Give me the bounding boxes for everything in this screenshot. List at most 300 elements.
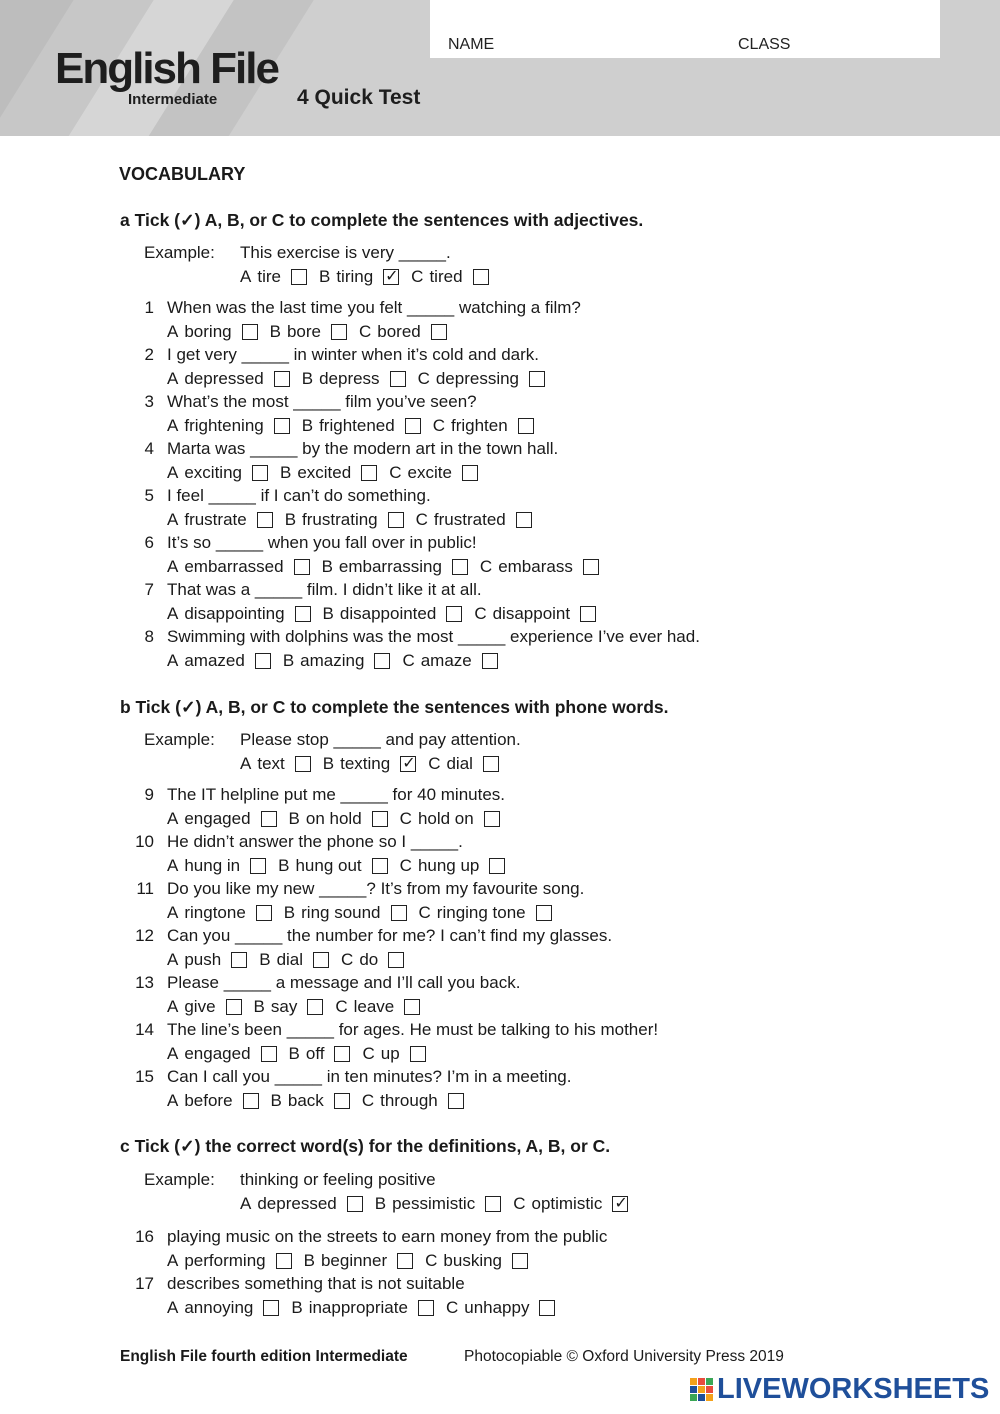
example-options [240,1194,640,1214]
question-options [167,416,546,436]
option-word: ring sound [301,903,381,922]
answer-option[interactable] [167,856,266,876]
exercise-instruction: c Tick (✓) the correct word(s) for the definitions, A, B, or C. [120,1136,611,1156]
header-band [0,0,1000,136]
answer-option[interactable] [375,1194,501,1214]
option-letter: C [425,1251,438,1270]
checked-box[interactable] [612,1196,628,1212]
question-text: When was the last time you felt _____ watching a film? [167,298,581,317]
tick-box[interactable] [334,1046,350,1062]
option-word: frighten [450,416,508,435]
question-number: 16 [135,1227,154,1246]
name-class-box [430,0,940,58]
tick-box[interactable] [347,1196,363,1212]
tick-box[interactable] [485,1196,501,1212]
tick-box[interactable] [473,269,489,285]
tick-box[interactable] [388,512,404,528]
option-word: dial [276,950,304,969]
tick-box[interactable] [261,811,277,827]
option-letter: A [167,809,179,828]
option-word: performing [184,1251,266,1270]
question-options [167,1298,567,1318]
tick-box[interactable] [307,999,323,1015]
option-letter: C [399,856,412,875]
exercise-instruction: a Tick (✓) A, B, or C to complete the sentences with adjectives. [120,210,644,230]
option-letter: C [361,1091,375,1110]
question-options [167,809,512,829]
tick-box[interactable] [483,756,499,772]
tick-box[interactable] [580,606,596,622]
tick-box[interactable] [539,1300,555,1316]
answer-option[interactable] [167,997,242,1017]
option-word: say [270,997,298,1016]
answer-option[interactable] [240,754,311,774]
option-word: through [380,1091,438,1110]
question-number: 15 [135,1067,154,1086]
brand-level: Intermediate [128,91,218,108]
answer-option[interactable] [167,651,271,671]
option-letter: B [270,1091,282,1110]
question-number: 12 [135,926,154,945]
answer-option[interactable] [283,651,391,671]
option-word: excited [297,463,352,482]
option-letter: A [240,754,252,773]
option-word: unhappy [464,1298,530,1317]
answer-option[interactable] [289,1044,351,1064]
option-word: engaged [184,1044,251,1063]
tick-box[interactable] [512,1253,528,1269]
liveworksheets-grid-icon [690,1378,713,1401]
answer-option[interactable] [362,1044,425,1064]
example-sentence: Please stop _____ and pay attention. [240,730,521,749]
answer-option[interactable] [362,1091,464,1111]
question-options [167,997,432,1017]
option-word: pessimistic [392,1194,476,1213]
question-number: 8 [144,627,154,646]
question-number: 3 [144,392,154,411]
answer-option[interactable] [302,369,406,389]
question-options [167,1044,438,1064]
option-word: exciting [184,463,242,482]
answer-option[interactable] [319,267,399,287]
section-heading: VOCABULARY [119,164,246,184]
option-word: disappointed [339,604,437,623]
question-text: playing music on the streets to earn money from the public [167,1227,608,1246]
class-label: CLASS [738,36,791,53]
answer-option[interactable] [278,856,388,876]
question-number: 6 [144,533,154,552]
tick-box[interactable] [231,952,247,968]
question-text: He didn’t answer the phone so I _____. [167,832,463,851]
tick-box[interactable] [516,512,532,528]
question-options [167,557,611,577]
tick-box[interactable] [372,858,388,874]
name-label: NAME [448,36,495,53]
option-letter: A [167,903,179,922]
tick-box[interactable] [482,653,498,669]
example-sentence: This exercise is very _____. [240,243,451,262]
option-letter: C [445,1298,459,1317]
example-options [240,267,501,287]
option-word: push [184,950,222,969]
option-letter: B [322,754,335,773]
answer-option[interactable] [419,903,552,923]
answer-option[interactable] [480,557,599,577]
question-text: Can you _____ the number for me? I can’t find my glasses. [167,926,613,945]
tick-box[interactable] [448,1093,464,1109]
question-text: Please _____ a message and I’ll call you back. [167,973,521,992]
option-word: disappointing [184,604,285,623]
brand-logo: English File [55,44,278,93]
tick-box[interactable] [536,905,552,921]
option-word: embarrassed [184,557,284,576]
question-text: The line’s been _____ for ages. He must be talking to his mother! [167,1020,659,1039]
answer-option[interactable] [167,322,258,342]
tick-box[interactable] [276,1253,292,1269]
example-label: Example: [144,1170,215,1189]
option-letter: B [269,322,281,341]
option-word: boring [184,322,232,341]
tick-box[interactable] [250,858,266,874]
tick-box[interactable] [331,324,347,340]
question-text: I get very _____ in winter when it’s cold and dark. [167,345,540,364]
tick-box[interactable] [388,952,404,968]
answer-option[interactable] [302,416,421,436]
option-word: bored [377,322,421,341]
tick-box[interactable] [313,952,329,968]
option-word: before [184,1091,233,1110]
option-word: depressing [435,369,520,388]
answer-option[interactable] [240,1194,363,1214]
tick-box[interactable] [462,465,478,481]
option-letter: B [321,557,333,576]
option-letter: A [167,997,179,1016]
tick-box[interactable] [257,512,273,528]
option-letter: C [415,510,428,529]
answer-option[interactable] [291,1298,434,1318]
option-letter: A [240,1194,252,1213]
question-text: What’s the most _____ film you’ve seen? [167,392,477,411]
tick-box[interactable] [583,559,599,575]
tick-box[interactable] [295,756,311,772]
question-text: describes something that is not suitable [167,1274,465,1293]
tick-box[interactable] [255,653,271,669]
option-word: up [380,1044,400,1063]
answer-option[interactable] [259,950,329,970]
question-number: 13 [135,973,154,992]
option-word: frustrated [433,510,506,529]
answer-option[interactable] [254,997,324,1017]
answer-option[interactable] [411,267,488,287]
answer-option[interactable] [167,809,277,829]
option-letter: A [167,1251,179,1270]
tick-box[interactable] [256,905,272,921]
tick-box[interactable] [294,559,310,575]
example-label: Example: [144,730,215,749]
question-number: 14 [135,1020,154,1039]
answer-option[interactable] [280,463,377,483]
option-letter: B [301,416,314,435]
question-text: It’s so _____ when you fall over in public! [167,533,477,552]
tick-box[interactable] [274,371,290,387]
answer-option[interactable] [416,510,532,530]
answer-option[interactable] [446,1298,556,1318]
option-letter: C [411,267,424,286]
answer-option[interactable] [428,754,499,774]
option-word: excite [407,463,452,482]
tick-box[interactable] [263,1300,279,1316]
tick-box[interactable] [489,858,505,874]
answer-option[interactable] [285,510,404,530]
answer-option[interactable] [335,997,420,1017]
question-options [167,1091,476,1111]
option-letter: A [167,651,179,670]
tick-box[interactable] [518,418,534,434]
answer-option[interactable] [167,903,272,923]
tick-box[interactable] [226,999,242,1015]
answer-option[interactable] [167,369,290,389]
option-letter: B [253,997,265,1016]
option-word: tire [257,267,281,286]
option-word: amazed [184,651,245,670]
answer-option[interactable] [270,322,347,342]
answer-option[interactable] [167,1091,259,1111]
question-options [167,510,544,530]
option-word: frustrate [184,510,247,529]
option-word: texting [340,754,391,773]
tick-box[interactable] [291,269,307,285]
option-letter: A [167,950,179,969]
option-word: tiring [336,267,374,286]
option-word: frustrating [302,510,378,529]
question-number: 5 [144,486,154,505]
option-letter: B [322,604,334,623]
tick-box[interactable] [274,418,290,434]
option-letter: A [240,267,252,286]
question-number: 1 [144,298,154,317]
option-letter: A [167,604,179,623]
answer-option[interactable] [167,463,268,483]
option-word: text [257,754,285,773]
answer-option[interactable] [359,322,447,342]
answer-option[interactable] [322,557,468,577]
option-word: hold on [417,809,474,828]
answer-option[interactable] [389,463,478,483]
option-word: depress [319,369,380,388]
question-options [167,950,416,970]
question-number: 2 [144,345,154,364]
answer-option[interactable] [167,557,310,577]
question-options [167,856,517,876]
tick-box[interactable] [446,606,462,622]
option-letter: B [282,651,295,670]
question-text: Can I call you _____ in ten minutes? I’m in a meeting. [167,1067,572,1086]
option-letter: A [167,1298,179,1317]
option-word: inappropriate [308,1298,408,1317]
option-word: bore [286,322,321,341]
answer-option[interactable] [425,1251,528,1271]
option-letter: A [167,1044,179,1063]
option-word: engaged [184,809,251,828]
option-word: hung up [417,856,480,875]
liveworksheets-logo [690,1373,989,1406]
question-options [167,463,490,483]
tick-box[interactable] [252,465,268,481]
tick-box[interactable] [243,1093,259,1109]
tick-box[interactable] [431,324,447,340]
option-word: off [305,1044,325,1063]
option-word: optimistic [531,1194,603,1213]
option-word: embarass [498,557,573,576]
option-letter: B [291,1298,303,1317]
tick-box[interactable] [261,1046,277,1062]
question-number: 11 [136,879,154,898]
option-letter: C [513,1194,526,1213]
tick-box[interactable] [484,811,500,827]
answer-option[interactable] [240,267,307,287]
question-options [167,369,557,389]
answer-option[interactable] [402,651,497,671]
answer-option[interactable] [323,754,416,774]
option-letter: A [167,1091,179,1110]
option-word: depressed [257,1194,337,1213]
option-letter: C [432,416,445,435]
answer-option[interactable] [341,950,404,970]
example-sentence: thinking or feeling positive [240,1170,436,1189]
option-letter: B [288,1044,300,1063]
option-letter: B [259,950,271,969]
option-letter: C [418,903,431,922]
option-word: beginner [320,1251,388,1270]
option-word: amaze [420,651,472,670]
option-word: ringing tone [436,903,526,922]
answer-option[interactable] [167,1251,292,1271]
test-title: 4 Quick Test [297,86,421,109]
option-letter: C [428,754,441,773]
tick-box[interactable] [361,465,377,481]
option-letter: A [167,510,179,529]
option-word: hung out [295,856,362,875]
answer-option[interactable] [167,1044,277,1064]
option-letter: A [167,416,179,435]
tick-box[interactable] [242,324,258,340]
answer-option[interactable] [400,856,506,876]
option-word: frightening [184,416,264,435]
question-text: The IT helpline put me _____ for 40 minutes. [167,785,505,804]
tick-box[interactable] [452,559,468,575]
option-word: back [287,1091,324,1110]
checked-box[interactable] [383,269,399,285]
option-letter: C [399,809,412,828]
answer-option[interactable] [418,369,545,389]
answer-option[interactable] [167,604,311,624]
answer-option[interactable] [284,903,407,923]
option-letter: C [474,604,487,623]
answer-option[interactable] [167,510,273,530]
tick-box[interactable] [404,999,420,1015]
footer-edition: English File fourth edition Intermediate [120,1348,408,1365]
answer-option[interactable] [433,416,534,436]
option-letter: C [479,557,493,576]
question-text: That was a _____ film. I didn’t like it at all. [167,580,482,599]
option-letter: B [374,1194,387,1213]
answer-option[interactable] [167,416,290,436]
tick-box[interactable] [334,1093,350,1109]
answer-option[interactable] [289,809,388,829]
option-word: hung in [184,856,241,875]
question-text: Marta was _____ by the modern art in the town hall. [167,439,559,458]
tick-box[interactable] [374,653,390,669]
option-letter: B [288,809,300,828]
question-text: Swimming with dolphins was the most _____ experience I’ve ever had. [167,627,700,646]
exercise-instruction: b Tick (✓) A, B, or C to complete the sentences with phone words. [120,697,669,717]
option-letter: A [167,463,179,482]
option-letter: C [362,1044,375,1063]
tick-box[interactable] [390,371,406,387]
option-letter: B [303,1251,315,1270]
question-number: 17 [135,1274,154,1293]
option-letter: C [341,950,354,969]
answer-option[interactable] [474,604,596,624]
answer-option[interactable] [323,604,463,624]
question-number: 7 [144,580,154,599]
example-label: Example: [144,243,215,262]
option-word: frightened [319,416,395,435]
answer-option[interactable] [304,1251,414,1271]
tick-box[interactable] [295,606,311,622]
tick-box[interactable] [397,1253,413,1269]
answer-option[interactable] [167,1298,279,1318]
tick-box[interactable] [405,418,421,434]
liveworksheets-text: LIVEWORKSHEETS [717,1373,990,1405]
option-letter: B [283,903,296,922]
checked-box[interactable] [400,756,416,772]
option-word: tired [429,267,463,286]
question-options [167,322,459,342]
answer-option[interactable] [167,950,247,970]
option-letter: A [167,369,179,388]
question-number: 4 [144,439,154,458]
tick-box[interactable] [410,1046,426,1062]
answer-option[interactable] [513,1194,628,1214]
question-options [167,651,510,671]
option-letter: A [167,322,179,341]
option-word: embarrassing [338,557,442,576]
tick-box[interactable] [529,371,545,387]
option-letter: A [167,856,179,875]
tick-box[interactable] [391,905,407,921]
option-letter: A [167,557,179,576]
question-options [167,903,564,923]
option-word: amazing [300,651,365,670]
option-word: give [184,997,216,1016]
tick-box[interactable] [372,811,388,827]
tick-box[interactable] [418,1300,434,1316]
answer-option[interactable] [400,809,500,829]
option-word: annoying [184,1298,254,1317]
question-options [167,1251,540,1271]
option-letter: B [284,510,297,529]
option-letter: B [318,267,331,286]
question-text: I feel _____ if I can’t do something. [167,486,431,505]
answer-option[interactable] [271,1091,350,1111]
option-word: leave [353,997,395,1016]
option-word: busking [443,1251,503,1270]
option-word: on hold [305,809,362,828]
option-letter: C [335,997,348,1016]
option-letter: B [301,369,314,388]
question-text: Do you like my new _____? It’s from my favourite song. [167,879,585,898]
